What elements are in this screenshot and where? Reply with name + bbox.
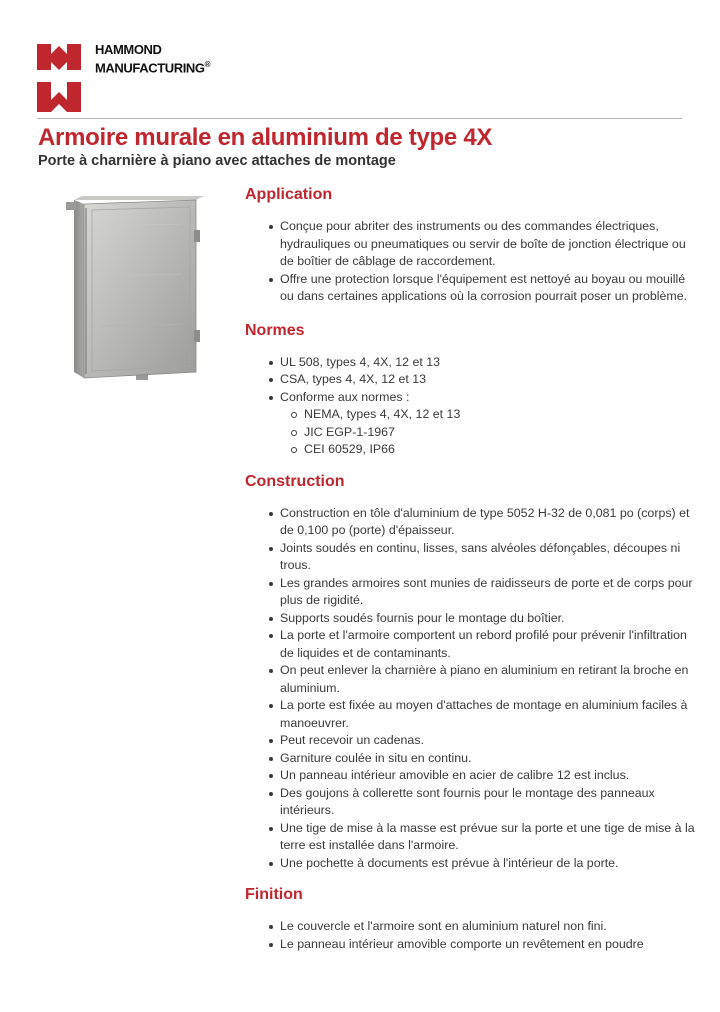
- list-item: Conçue pour abriter des instruments ou des commandes électriques, hydrauliques ou pneumatiques ou servir de boîte de jonction électrique ou de boîtier de câblage de raccordement.: [245, 218, 695, 271]
- list-item: Joints soudés en continu, lisses, sans alvéoles défonçables, découpes ni trous.: [245, 540, 695, 575]
- list-item: Garniture coulée in situ en continu.: [245, 750, 695, 768]
- sub-list-item: CEI 60529, IP66: [245, 441, 695, 459]
- brand-name-line2: MANUFACTURING®: [95, 60, 211, 76]
- sub-list-item: NEMA, types 4, 4X, 12 et 13: [245, 406, 695, 424]
- list-item: Offre une protection lorsque l'équipement est nettoyé au boyau ou mouillé ou dans certaines applications où la corrosion pourrait poser un problème.: [245, 271, 695, 306]
- normes-sublist: [245, 406, 695, 459]
- list-item: La porte est fixée au moyen d'attaches de montage en aluminium faciles à manoeuvrer.: [245, 697, 695, 732]
- list-item: Peut recevoir un cadenas.: [245, 732, 695, 750]
- hammond-h-w-mark-icon: [37, 42, 89, 114]
- page-title: Armoire murale en aluminium de type 4X: [38, 124, 493, 151]
- normes-heading: Normes: [245, 321, 305, 339]
- finition-heading: Finition: [245, 886, 303, 903]
- list-item: Une tige de mise à la masse est prévue sur la porte et une tige de mise à la terre est installée dans l'armoire.: [245, 820, 695, 855]
- registered-mark: ®: [204, 60, 211, 69]
- list-item: Construction en tôle d'aluminium de type 5052 H-32 de 0,081 po (corps) et de 0,100 po (porte) d'épaisseur.: [245, 505, 695, 540]
- spec-content: [245, 184, 695, 953]
- list-item: Un panneau intérieur amovible en acier de calibre 12 est inclus.: [245, 767, 695, 785]
- list-item: Supports soudés fournis pour le montage du boîtier.: [245, 610, 695, 628]
- list-item: On peut enlever la charnière à piano en aluminium en retirant la broche en aluminium.: [245, 662, 695, 697]
- list-item: Le panneau intérieur amovible comporte un revêtement en poudre: [245, 936, 695, 954]
- page-subtitle: Porte à charnière à piano avec attaches de montage: [38, 153, 396, 169]
- list-item: Des goujons à collerette sont fournis pour le montage des panneaux intérieurs.: [245, 785, 695, 820]
- hammond-logo: [37, 42, 237, 114]
- sub-list-item: JIC EGP-1-1967: [245, 424, 695, 442]
- application-heading: Application: [245, 186, 333, 203]
- list-item: Le couvercle et l'armoire sont en aluminium naturel non fini.: [245, 918, 695, 936]
- list-item: Les grandes armoires sont munies de raidisseurs de porte et de corps pour plus de rigidité.: [245, 575, 695, 610]
- title-divider: [37, 118, 682, 119]
- list-item: UL 508, types 4, 4X, 12 et 13: [245, 354, 695, 372]
- enclosure-photo: [62, 196, 210, 385]
- list-item: Conforme aux normes :: [245, 389, 695, 407]
- list-item: CSA, types 4, 4X, 12 et 13: [245, 371, 695, 389]
- construction-list: [245, 505, 695, 873]
- finition-list: [245, 918, 695, 953]
- normes-list: [245, 354, 695, 407]
- brand-name-line1: HAMMOND: [95, 42, 162, 57]
- application-list: [245, 218, 695, 306]
- list-item: Une pochette à documents est prévue à l'intérieur de la porte.: [245, 855, 695, 873]
- list-item: La porte et l'armoire comportent un rebord profilé pour prévenir l'infiltration de liquides et de contaminants.: [245, 627, 695, 662]
- construction-heading: Construction: [245, 472, 345, 490]
